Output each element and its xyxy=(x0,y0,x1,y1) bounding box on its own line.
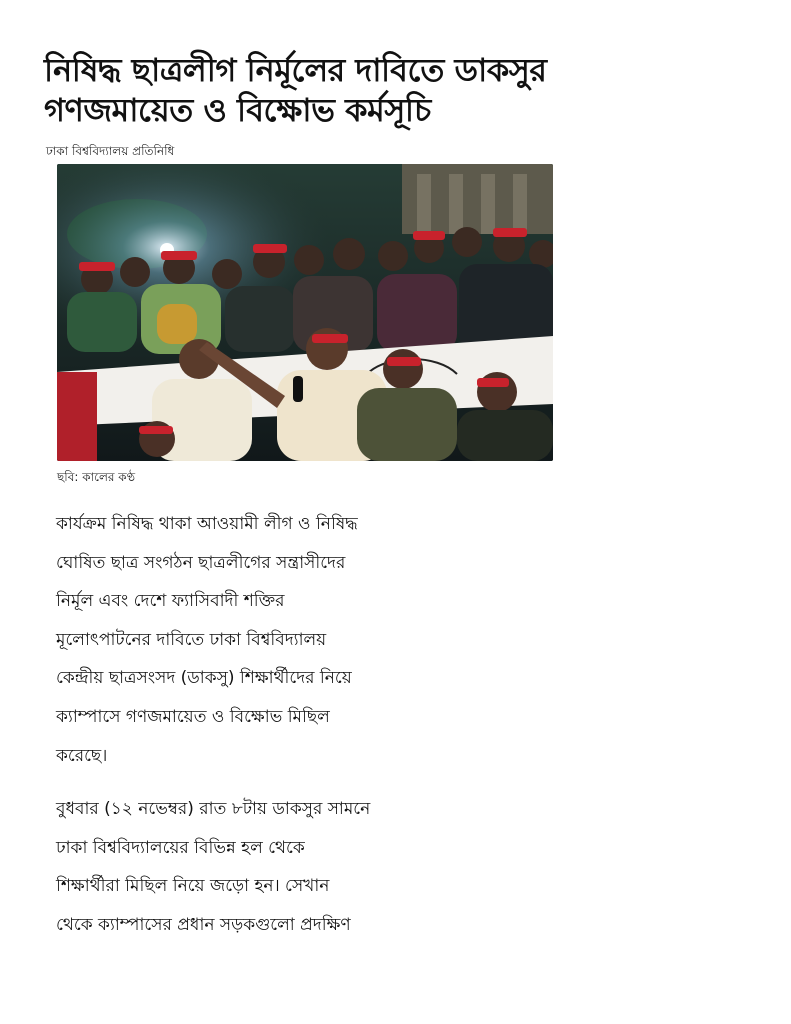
article-paragraph xyxy=(56,505,476,775)
headline-line: গণজমায়েত ও বিক্ষোভ কর্মসূচি xyxy=(44,91,431,129)
paragraph-line: নির্মূল এবং দেশে ফ্যাসিবাদী শক্তির xyxy=(56,591,285,612)
paragraph-line: শিক্ষার্থীরা মিছিল নিয়ে জড়ো হন। সেখান xyxy=(56,876,330,897)
headline-line: নিষিদ্ধ ছাত্রলীগ নির্মূলের দাবিতে ডাকসুর xyxy=(44,51,547,89)
article-headline xyxy=(44,50,684,130)
paragraph-line: করেছে। xyxy=(56,745,108,766)
article-byline: ঢাকা বিশ্ববিদ্যালয় প্রতিনিধি xyxy=(46,144,175,158)
paragraph-line: বুধবার (১২ নভেম্বর) রাত ৮টায় ডাকসুর সামনে xyxy=(56,799,371,819)
paragraph-line: ঘোষিত ছাত্র সংগঠন ছাত্রলীগের সন্ত্রাসীদের xyxy=(56,552,346,573)
paragraph-line: কেন্দ্রীয় ছাত্রসংসদ (ডাকসু) শিক্ষার্থীদের নিয়ে xyxy=(56,668,352,689)
paragraph-line: মূলোৎপাটনের দাবিতে ঢাকা বিশ্ববিদ্যালয় xyxy=(56,629,327,650)
paragraph-line: কার্যক্রম নিষিদ্ধ থাকা আওয়ামী লীগ ও নিষিদ্ধ xyxy=(56,514,358,534)
protest-photo-illustration xyxy=(57,164,553,461)
paragraph-line: ক্যাম্পাসে গণজমায়েত ও বিক্ষোভ মিছিল xyxy=(56,706,330,727)
article-paragraph xyxy=(56,790,476,944)
paragraph-line: থেকে ক্যাম্পাসের প্রধান সড়কগুলো প্রদক্ষিণ xyxy=(56,914,351,935)
photo-caption: ছবি: কালের কণ্ঠ xyxy=(57,470,136,484)
paragraph-line: ঢাকা বিশ্ববিদ্যালয়ের বিভিন্ন হল থেকে xyxy=(56,837,305,858)
article-photo xyxy=(57,164,553,461)
